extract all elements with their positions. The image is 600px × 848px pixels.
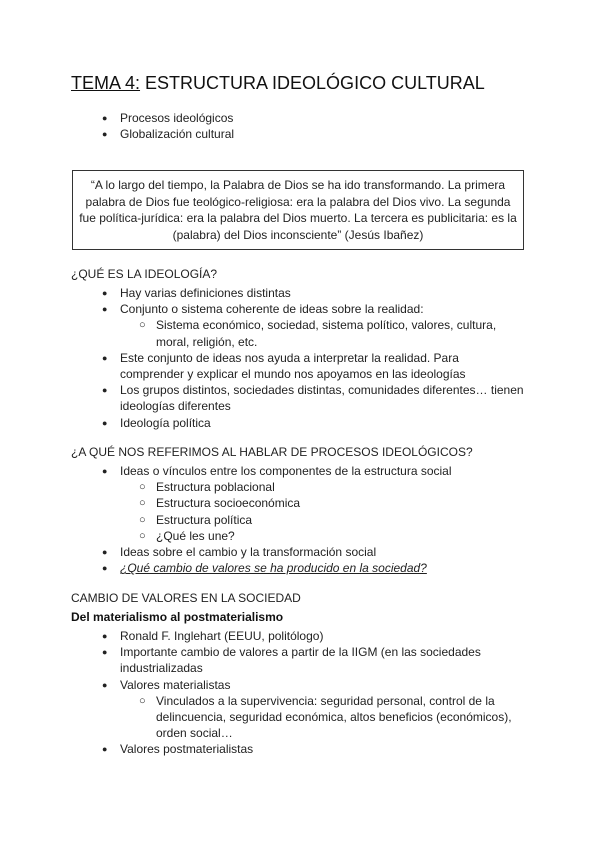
page-title [71, 72, 485, 94]
bullet-icon: ● [102, 744, 108, 755]
list-item: ○ ¿Qué les une? [139, 528, 235, 543]
section-heading-cambio-valores: CAMBIO DE VALORES EN LA SOCIEDAD [71, 591, 301, 605]
list-item: ● Procesos ideológicos [102, 111, 234, 125]
list-item: ○ Estructura poblacional [139, 480, 275, 495]
bullet-icon: ● [102, 288, 108, 298]
quote-line: (palabra) del Dios inconsciente” (Jesús Ibañez) [172, 227, 424, 242]
list-item: ● ¿Qué cambio de valores se ha producido en la sociedad? [102, 561, 427, 576]
list-item: ● Valores postmaterialistas [102, 742, 254, 757]
list-item-continuation: comprender y explicar el mundo nos apoyamos en las ideologías [120, 367, 466, 382]
list-item-continuation: delincuencia, seguridad económica, altos beneficios (económicos), [156, 710, 512, 725]
circle-bullet-icon: ○ [139, 529, 146, 542]
bullet-icon: ● [102, 679, 108, 690]
title-rest: ESTRUCTURA IDEOLÓGICO CULTURAL [140, 73, 485, 93]
list-item: ○ Sistema económico, sociedad, sistema político, valores, cultura, [139, 318, 497, 333]
bullet-icon: ● [102, 385, 108, 396]
list-item-continuation: orden social… [156, 726, 233, 741]
section1-list [0, 285, 524, 431]
list-item: ● Conjunto o sistema coherente de ideas sobre la realidad: [102, 302, 424, 317]
bullet-icon: ● [102, 647, 108, 658]
list-item-continuation: moral, religión, etc. [156, 334, 258, 349]
section2-list [0, 463, 452, 576]
bullet-icon: ● [102, 417, 108, 428]
list-item: ● Ideología política [102, 415, 211, 430]
list-item: ○ Vinculados a la supervivencia: seguridad personal, control de la [139, 693, 495, 708]
circle-bullet-icon: ○ [139, 319, 146, 332]
section-heading-procesos: ¿A QUÉ NOS REFERIMOS AL HABLAR DE PROCESOS IDEOLÓGICOS? [71, 445, 473, 459]
quote-line: palabra de Dios fue teológico-religiosa: era la palabra del Dios vivo. La segunda [85, 194, 511, 209]
circle-bullet-icon: ○ [139, 694, 146, 707]
list-item: ○ Estructura política [139, 512, 253, 527]
circle-bullet-icon: ○ [139, 513, 146, 526]
list-item: ● Ideas sobre el cambio y la transformación social [102, 545, 377, 560]
list-item: ● Importante cambio de valores a partir de la IIGM (en las sociedades [102, 645, 481, 660]
list-item: ● Este conjunto de ideas nos ayuda a interpretar la realidad. Para [102, 350, 459, 365]
list-item-continuation: ideologías diferentes [120, 399, 231, 414]
section-heading-ideologia: ¿QUÉ ES LA IDEOLOGÍA? [71, 267, 218, 281]
bullet-icon: ● [102, 631, 108, 641]
list-item: ● Globalización cultural [102, 127, 235, 142]
quote-box [72, 170, 524, 250]
bullet-icon: ● [102, 547, 108, 558]
title-prefix: TEMA 4: [71, 73, 141, 93]
list-item: ● Ronald F. Inglehart (EEUU, politólogo) [102, 629, 324, 643]
list-item: ● Hay varias definiciones distintas [102, 286, 291, 300]
section3-list [0, 628, 512, 758]
bullet-icon: ● [102, 129, 108, 140]
list-item-continuation: industrializadas [120, 661, 203, 676]
list-item: ● Valores materialistas [102, 677, 231, 692]
list-item: ● Ideas o vínculos entre los componentes de la estructura social [102, 464, 452, 478]
list-item: ○ Estructura socioeconómica [139, 496, 301, 511]
circle-bullet-icon: ○ [139, 481, 146, 494]
list-item: ● Los grupos distintos, sociedades distintas, comunidades diferentes… tienen [102, 383, 524, 398]
bullet-icon: ● [102, 466, 108, 476]
intro-list [0, 110, 234, 142]
quote-line: fue política-jurídica: era la palabra del Dios muerto. La tercera es publicitaria: es la [79, 211, 517, 225]
bullet-icon: ● [102, 563, 108, 574]
section-subheading: Del materialismo al postmaterialismo [71, 610, 284, 624]
bullet-icon: ● [102, 113, 108, 123]
bullet-icon: ● [102, 304, 108, 315]
quote-line: “A lo largo del tiempo, la Palabra de Dios se ha ido transformando. La primera [90, 178, 506, 192]
bullet-icon: ● [102, 352, 108, 363]
circle-bullet-icon: ○ [139, 497, 146, 510]
